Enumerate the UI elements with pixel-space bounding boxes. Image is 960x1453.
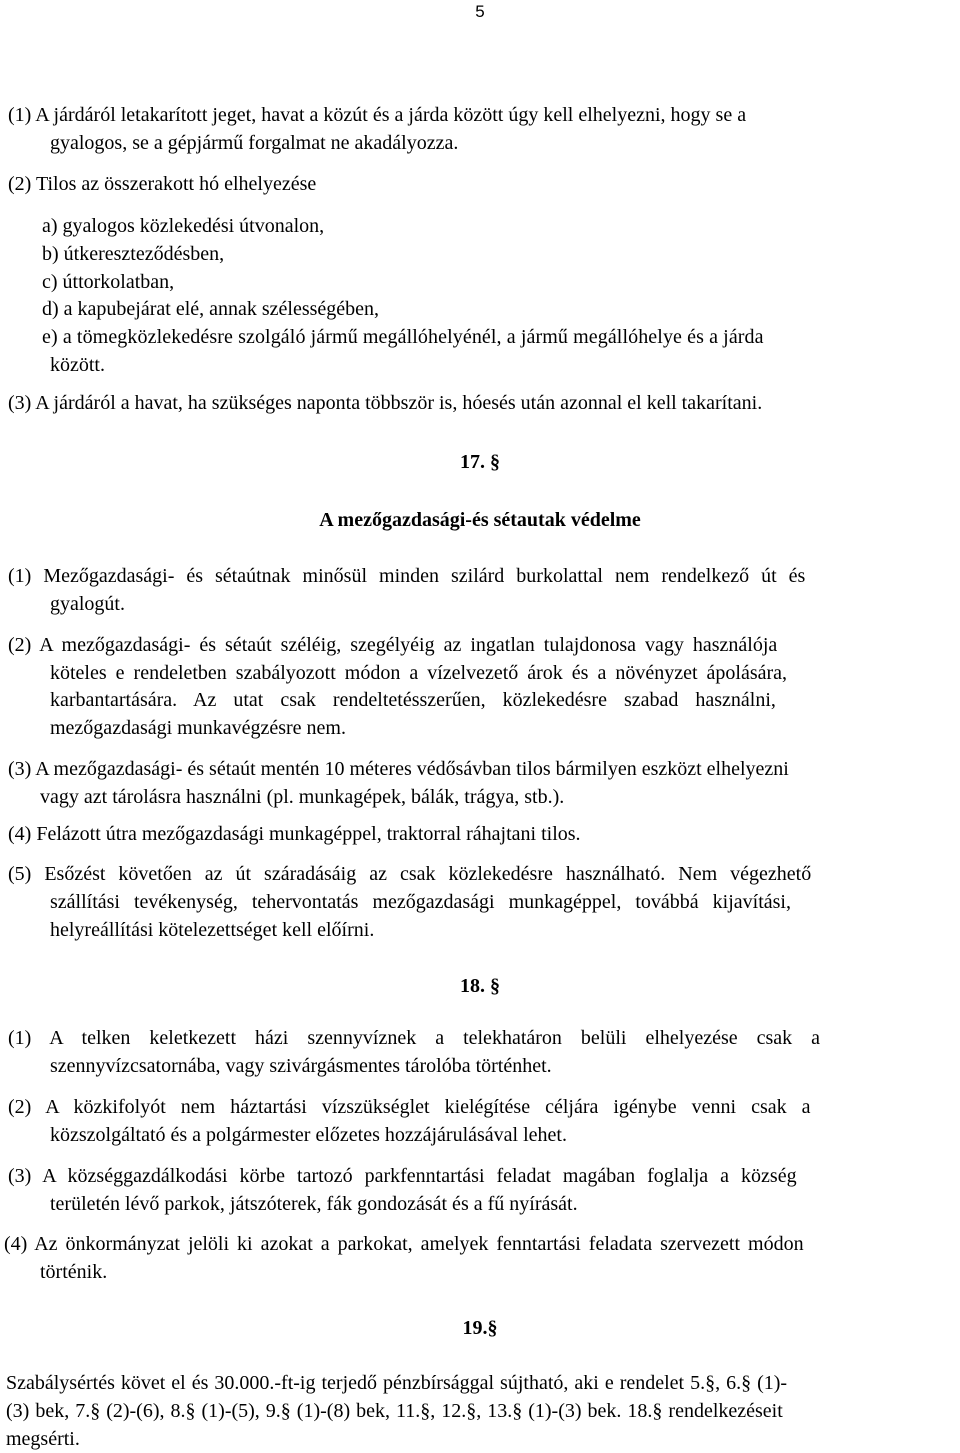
s17-paragraph-5-line-3: helyreállítási kötelezettséget kell előírni. — [50, 919, 375, 941]
s18-paragraph-4: (4) Az önkormányzat jelöli ki azokat a parkokat, amelyek fenntartási feladata szervezett módon — [4, 1233, 804, 1255]
section-19-number: 19.§ — [462, 1317, 498, 1339]
s18-paragraph-1-cont: szennyvízcsatornába, vagy szivárgásmentes tárolóba történhet. — [50, 1055, 552, 1077]
s17-paragraph-3-cont: vagy azt tárolásra használni (pl. munkagépek, bálák, trágya, stb.). — [40, 786, 565, 808]
s18-paragraph-1: (1) A telken keletkezett házi szennyvíznek a telekhatáron belüli elhelyezése csak a — [8, 1027, 821, 1049]
list-item-a: a) gyalogos közlekedési útvonalon, — [42, 215, 325, 237]
paragraph-1-line-2: gyalogos, se a gépjármű forgalmat ne akadályozza. — [50, 132, 459, 154]
paragraph-1 — [8, 101, 956, 129]
s17-paragraph-4: (4) Felázott útra mezőgazdasági munkagéppel, traktorral ráhajtani tilos. — [8, 823, 581, 845]
list-item-e: e) a tömegközlekedésre szolgáló jármű megállóhelyénél, a jármű megállóhelye és a járda — [42, 326, 764, 348]
s17-paragraph-2-line-4: mezőgazdasági munkavégzésre nem. — [50, 717, 346, 739]
s17-paragraph-5: (5) Esőzést követően az út száradásáig az csak közlekedésre használható. Nem végezhető — [8, 863, 812, 885]
s18-paragraph-2-cont: közszolgáltató és a polgármester előzetes hozzájárulásával lehet. — [50, 1124, 567, 1146]
s18-paragraph-3-cont: területén lévő parkok, játszóterek, fák gondozását és a fű nyírását. — [50, 1193, 578, 1215]
s18-paragraph-2: (2) A közkifolyót nem háztartási vízszükséglet kielégítése céljára igénybe venni csak a — [8, 1096, 811, 1118]
s17-paragraph-1-cont: gyalogút. — [50, 593, 125, 615]
section-17-number: 17. § — [460, 451, 500, 473]
s17-paragraph-2-line-3: karbantartására. Az utat csak rendeltetésszerűen, közlekedésre szabad használni, — [50, 689, 776, 711]
s17-paragraph-1: (1) Mezőgazdasági- és sétaútnak minősül minden szilárd burkolattal nem rendelkező út és — [8, 565, 806, 587]
paragraph-2: (2) Tilos az összerakott hó elhelyezése — [8, 173, 317, 195]
list-item-d: d) a kapubejárat elé, annak szélességében, — [42, 298, 380, 320]
s17-paragraph-5-line-2: szállítási tevékenység, tehervontatás mezőgazdasági munkagéppel, továbbá kijavítási, — [50, 891, 791, 913]
paragraph-3: (3) A járdáról a havat, ha szükséges naponta többször is, hóesés után azonnal el kell takarítani. — [8, 392, 763, 414]
s19-paragraph-line-1: Szabálysértés követ el és 30.000.-ft-ig terjedő pénzbírsággal sújtható, aki e rendelet 5.§, 6.§ (1)- — [6, 1372, 788, 1394]
s17-paragraph-2: (2) A mezőgazdasági- és sétaút széléig, szegélyéig az ingatlan tulajdonosa vagy használója — [8, 634, 778, 656]
section-17-title: A mezőgazdasági-és sétautak védelme — [319, 509, 641, 531]
s18-paragraph-4-cont: történik. — [40, 1261, 108, 1283]
list-item-b: b) útkereszteződésben, — [42, 243, 225, 265]
page-number: 5 — [475, 2, 485, 21]
list-item-c: c) úttorkolatban, — [42, 271, 175, 293]
list-item-e-cont: között. — [50, 354, 105, 376]
s17-paragraph-3: (3) A mezőgazdasági- és sétaút mentén 10 méteres védősávban tilos bármilyen eszközt elhelyezni — [8, 758, 789, 780]
s19-paragraph-line-3: megsérti. — [6, 1428, 80, 1450]
section-18-number: 18. § — [460, 975, 500, 997]
paragraph-1-line-1: (1) A járdáról letakarított jeget, havat a közút és a járda között úgy kell elhelyezni, hogy se a — [8, 104, 747, 126]
s19-paragraph-line-2: (3) bek, 7.§ (2)-(6), 8.§ (1)-(5), 9.§ (1)-(8) bek, 11.§, 12.§, 13.§ (1)-(3) bek. 18.§ rendelkezéseit — [6, 1400, 783, 1422]
s17-paragraph-2-line-2: köteles e rendeletben szabályozott módon a vízelvezető árok és a növényzet ápolására, — [50, 662, 788, 684]
s18-paragraph-3: (3) A községgazdálkodási körbe tartozó parkfenntartási feladat magában foglalja a község — [8, 1165, 797, 1187]
